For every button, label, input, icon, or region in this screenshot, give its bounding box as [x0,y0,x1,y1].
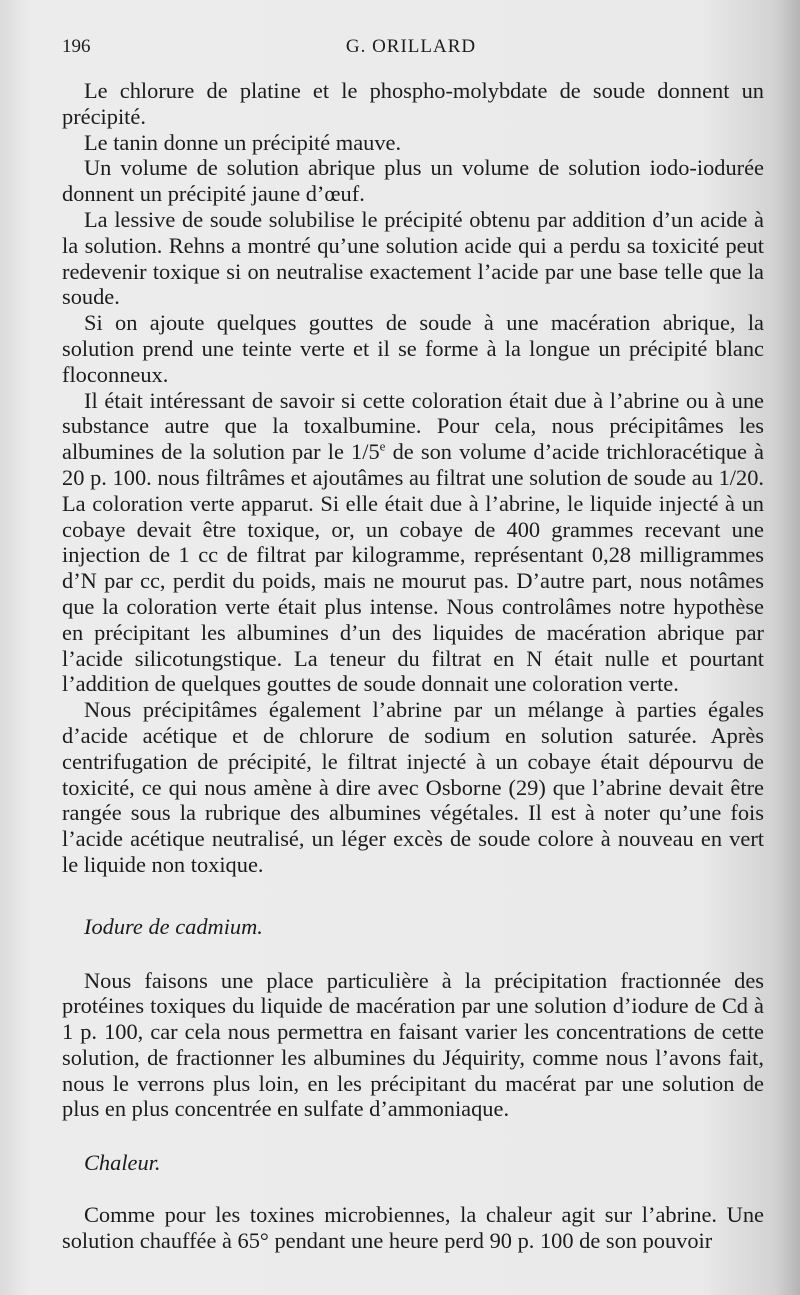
paragraph: Un volume de solution abrique plus un volume de solution iodo-iodurée donnent un précipité jaune d’œuf. [62,155,764,207]
page-header [62,36,760,66]
superscript: e [379,438,386,454]
paragraph: Nous faisons une place particulière à la précipitation fractionnée des protéines toxiques du liquide de macération par une solution d’iodure de Cd à 1 p. 100, car cela nous permettra en faisant varier les concentrations de cette solution, de fractionner les albumines du Jéquirity, comme nous l’avons fait, nous le verrons plus loin, en les précipitant du macérat par une solution de plus en plus concentrée en sulfate d’ammoniaque. [62,967,764,1122]
paragraph: Le tanin donne un précipité mauve. [84,129,402,155]
page-body [62,78,764,1254]
paragraph: Si on ajoute quelques gouttes de soude à une macération abrique, la solution prend une teinte verte et il se forme à la longue un précipité blanc floconneux. [62,310,764,387]
section-heading-iodure: Iodure de cadmium. [84,913,263,939]
paragraph [62,388,764,698]
paragraph: Le chlorure de platine et le phospho-molybdate de soude donnent un précipité. [62,78,764,129]
paragraph: Comme pour les toxines microbiennes, la chaleur agit sur l’abrine. Une solution chauffée à 65° pendant une heure perd 90 p. 100 de son pouvoir [62,1202,764,1253]
paragraph: Nous précipitâmes également l’abrine par un mélange à parties égales d’acide acétique et de chlorure de sodium en solution saturée. Après centrifugation de précipité, le filtrat injecté à un cobaye était dépourvu de toxicité, ce qui nous amène à dire avec Osborne (29) que l’abrine devait être rangée sous la rubrique des albumines végétales. Il est à noter qu’une fois l’acide acétique neutralisé, un léger excès de soude colore à nouveau en vert le liquide non toxique. [62,697,764,877]
paragraph-text: Il était intéressant de savoir si cette coloration était due à l’abrine ou à une substance autre que la toxalbumine. Pour cela, nous précipitâmes les albumines de la solution par le 1/5 [62,387,764,465]
paragraph: La lessive de soude solubilise le précipité obtenu par addition d’un acide à la solution. Rehns a montré qu’une solution acide qui a perdu sa toxicité peut redevenir toxique si on neutralise exactement l’acide par une base telle que la soude. [62,206,764,310]
section-heading-chaleur: Chaleur. [84,1150,161,1176]
page-number: 196 [62,36,91,57]
running-head: G. ORILLARD [345,36,477,57]
paragraph-text-continued: de son volume d’acide trichloracétique à 20 p. 100. nous filtrâmes et ajoutâmes au filtrat une solution de soude au 1/20. La coloration verte apparut. Si elle était due à l’abrine, le liquide injecté à un cobaye devait être toxique, or, un cobaye de 400 grammes recevant une injection de 1 cc de filtrat par kilogramme, représentant 0,28 milligrammes d’N par cc, perdit du poids, mais ne mourut pas. D’autre part, nous notâmes que la coloration verte était plus intense. Nous controlâmes notre hypothèse en précipitant les albumines d’un des liquides de macération abrique par l’acide silicotungstique. La teneur du filtrat en N était nulle et pourtant l’addition de quelques gouttes de soude donnait une coloration verte. [62,439,764,697]
